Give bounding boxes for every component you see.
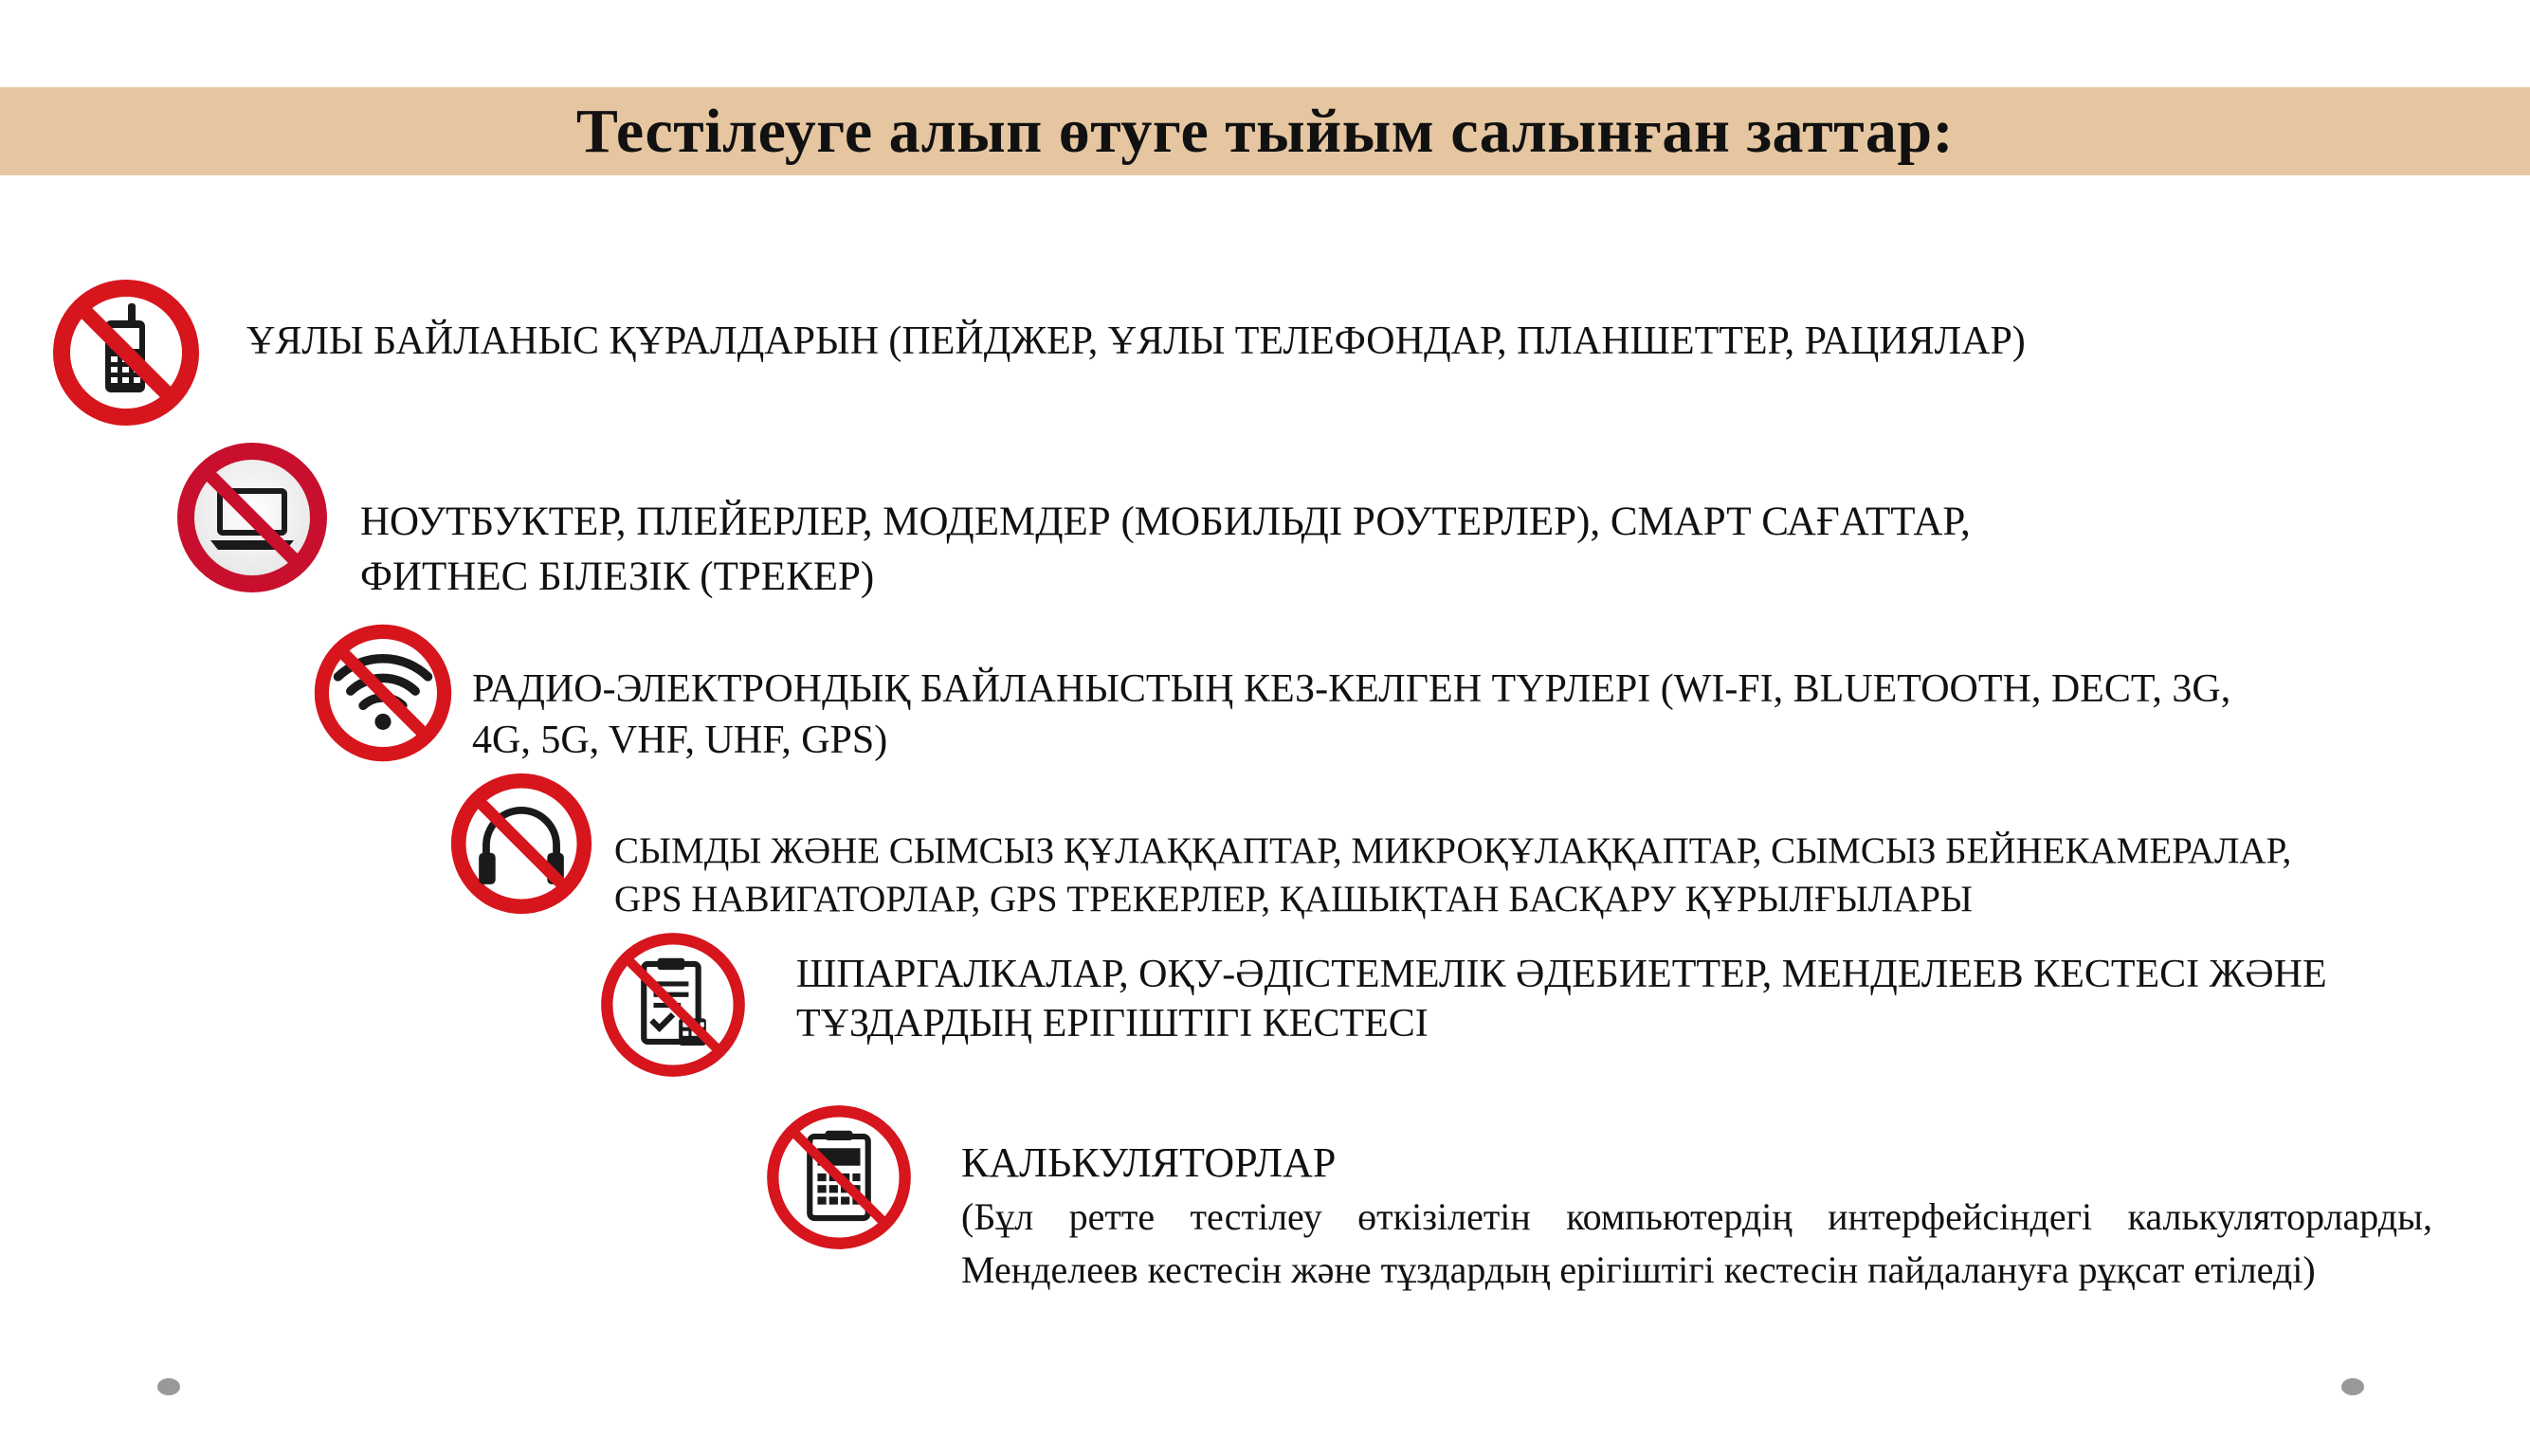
slide-marker-right: [2341, 1378, 2364, 1395]
page-title: Тестілеуге алып өтуге тыйым салынған заттар:: [575, 96, 1955, 166]
item-line: ШПАРГАЛКАЛАР, ОҚУ-ӘДІСТЕМЕЛІК ӘДЕБИЕТТЕР, МЕНДЕЛЕЕВ КЕСТЕСІ ЖӘНЕ: [796, 953, 2327, 996]
no-wifi-icon: [311, 621, 455, 765]
item-laptops: [360, 495, 1971, 605]
item-line: ФИТНЕС БІЛЕЗІК (ТРЕКЕР): [360, 555, 875, 599]
no-laptop-icon: [176, 442, 328, 593]
item-calculators: [961, 1138, 1336, 1189]
calculator-note: (Бұл ретте тестілеу өткізілетін компьютердің интерфейсіндегі калькуляторларды, Менделеев кестесін және тұздардың ерігіштігі кестесін пайдалануға рұқсат етіледі): [961, 1195, 2432, 1291]
no-calculator-icon: [761, 1100, 917, 1255]
item-line: НОУТБУКТЕР, ПЛЕЙЕРЛЕР, МОДЕМДЕР (МОБИЛЬДІ РОУТЕРЛЕР), СМАРТ САҒАТТАР,: [360, 500, 1971, 544]
no-mobile-phone-icon: [50, 277, 202, 428]
item-line: GPS НАВИГАТОРЛАР, GPS ТРЕКЕРЛЕР, ҚАШЫҚТАН БАСҚАРУ ҚҰРЫЛҒЫЛАРЫ: [614, 879, 1973, 919]
item-line: КАЛЬКУЛЯТОРЛАР: [961, 1139, 1337, 1186]
item-line: ҰЯЛЫ БАЙЛАНЫС ҚҰРАЛДАРЫН (ПЕЙДЖЕР, ҰЯЛЫ ТЕЛЕФОНДАР, ПЛАНШЕТТЕР, РАЦИЯЛАР): [246, 319, 2026, 363]
no-headphones-icon: [447, 770, 595, 918]
no-cheat-sheet-icon: [595, 927, 751, 1083]
item-line: СЫМДЫ ЖӘНЕ СЫМСЫЗ ҚҰЛАҚҚАПТАР, МИКРОҚҰЛАҚҚАПТАР, СЫМСЫЗ БЕЙНЕКАМЕРАЛАР,: [614, 830, 2292, 871]
item-line: ТҰЗДАРДЫҢ ЕРІГІШТІГІ КЕСТЕСІ: [796, 1002, 1429, 1046]
item-line: 4G, 5G, VHF, UHF, GPS): [472, 719, 888, 762]
item-line: РАДИО-ЭЛЕКТРОНДЫҚ БАЙЛАНЫСТЫҢ КЕЗ-КЕЛГЕН ТҮРЛЕРІ (WI-FI, BLUETOOTH, DECT, 3G,: [472, 667, 2231, 711]
item-mobile-devices: [246, 316, 2026, 367]
item-headphones: [614, 827, 2291, 923]
item-radio-electronic: [472, 664, 2230, 766]
item-cheat-sheets: [796, 950, 2327, 1048]
slide-marker-left: [157, 1378, 180, 1395]
title-bar: [0, 87, 2530, 175]
